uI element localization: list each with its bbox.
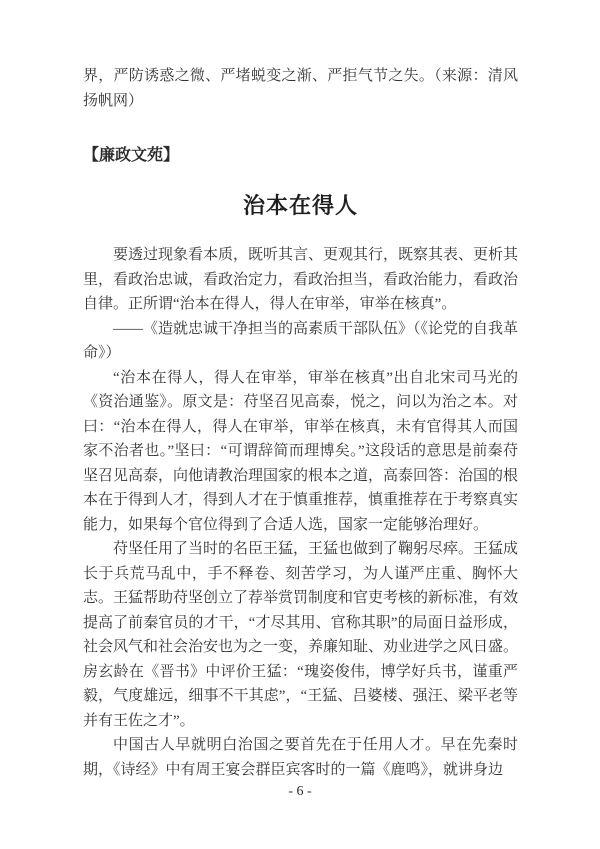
- page-number: - 6 -: [288, 784, 312, 799]
- continuation-paragraph: 界，严防诱惑之微、严堵蜕变之渐、严拒气节之失。（来源：清风扬帆网）: [83, 68, 518, 109]
- section-header: 【廉政文苑】: [83, 147, 180, 164]
- article-paragraph-3: “治本在得人，得人在审举，审举在核真”出自北宋司马光的《资治通鉴》。原文是：苻坚召见高泰，悦之，问以为治之本。对曰：“治本在得人，得人在审举，审举在核真，未有官得其人而国家不治者也。”坚曰：“可谓辞简而理博矣。”这段话的意思是前秦苻坚召见高泰，向他请教治理国家的根本之道，高泰回答：治国的根本在于得到人才，得到人才在于慎重推荐，慎重推荐在于考察真实能力，如果每个官位得到了合适人选，国家一定能够治理好。: [83, 369, 519, 533]
- article-paragraph-5: 中国古人早就明白治国之要首先在于任用人才。早在先秦时期，《诗经》中有周王宴会群臣宾客时的一篇《鹿鸣》，就讲身边: [83, 737, 518, 778]
- article-title: 治本在得人: [242, 193, 358, 218]
- article-paragraph-1: 要透过现象看本质，既听其言、更观其行，既察其表、更析其里，看政治忠诚，看政治定力，看政治担当，看政治能力，看政治自律。正所谓“治本在得人，得人在审举，审举在核真”。: [83, 247, 519, 312]
- article-paragraph-2-citation: ——《造就忠诚干净担当的高素质干部队伍》（《论党的自我革命》）: [83, 320, 519, 361]
- article-paragraph-4: 苻坚任用了当时的名臣王猛，王猛也做到了鞠躬尽瘁。王猛成长于兵荒马乱中，手不释卷、刻苦学习，为人谨严庄重、胸怀大志。王猛帮助苻坚创立了荐举赏罚制度和官吏考核的新标准，有效提高了前秦官员的才干，“才尽其用、官称其职”的局面日益形成，社会风气和社会治安也为之一变，养廉知耻、劝业进学之风日盛。房玄龄在《晋书》中评价王猛：“瑰姿俊伟，博学好兵书，谨重严毅，气度雄远，细事不干其虑”，“王猛、吕婆楼、强汪、梁平老等并有王佐之才”。: [83, 541, 519, 729]
